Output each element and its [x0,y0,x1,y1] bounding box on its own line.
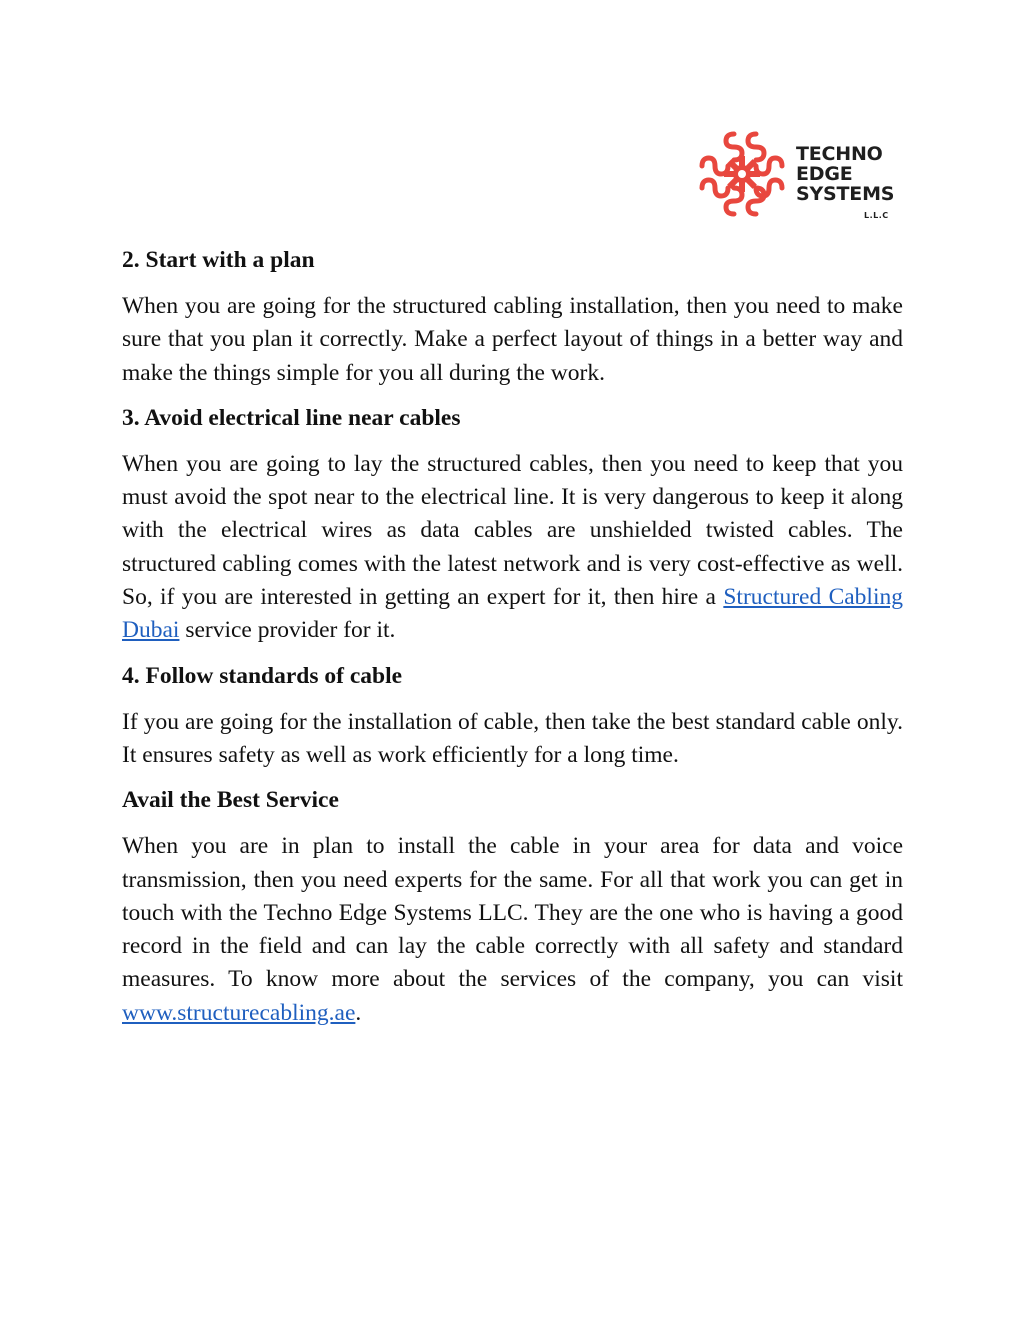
website-link[interactable]: www.structurecabling.ae [122,999,356,1026]
logo-wordmark [796,144,894,204]
logo-suffix: L.L.C [864,211,889,220]
logo-line-techno: TECHNO [796,143,883,165]
document-body [122,244,903,1030]
section-paragraph [122,448,903,648]
logo-line-edge: EDGE [796,163,853,185]
section-paragraph: If you are going for the installation of cable, then take the best standard cable only. It ensures safety as well as work efficiently for a long time. [122,708,903,768]
paragraph-text: . [355,999,362,1026]
logo-mark-icon [696,128,788,220]
company-logo [696,128,906,224]
section-paragraph [122,830,903,1030]
logo-line-systems: SYSTEMS [796,183,895,205]
section-heading: 3. Avoid electrical line near cables [122,404,461,431]
structured-cabling-dubai-link[interactable]: Structured Cabling Dubai [122,584,903,644]
paragraph-text: When you are in plan to install the cable in your area for data and voice transmission, then you need experts for the same. For all that work you can get in touch with the Techno Edge Systems LLC. They are the one who is having a good record in the field and can lay the cable correctly with all safety and standard measures. To know more about the services of the company, you can visit [122,833,903,993]
paragraph-text: service provider for it. [179,617,396,644]
paragraph-text: When you are going to lay the structured cables, then you need to keep that you must avoid the spot near to the electrical line. It is very dangerous to keep it along with the electrical wires as data cables are unshielded twisted cables. The structured cabling comes with the latest network and is very cost-effective as well. So, if you are interested in getting an expert for it, then hire a [122,450,903,611]
section-heading: 2. Start with a plan [122,247,315,273]
section-heading: 4. Follow standards of cable [122,662,403,689]
section-heading: Avail the Best Service [122,787,339,814]
section-paragraph: When you are going for the structured cabling installation, then you need to make sure that you plan it correctly. Make a perfect layout of things in a better way and make the things simple for you all during the work. [122,293,903,386]
